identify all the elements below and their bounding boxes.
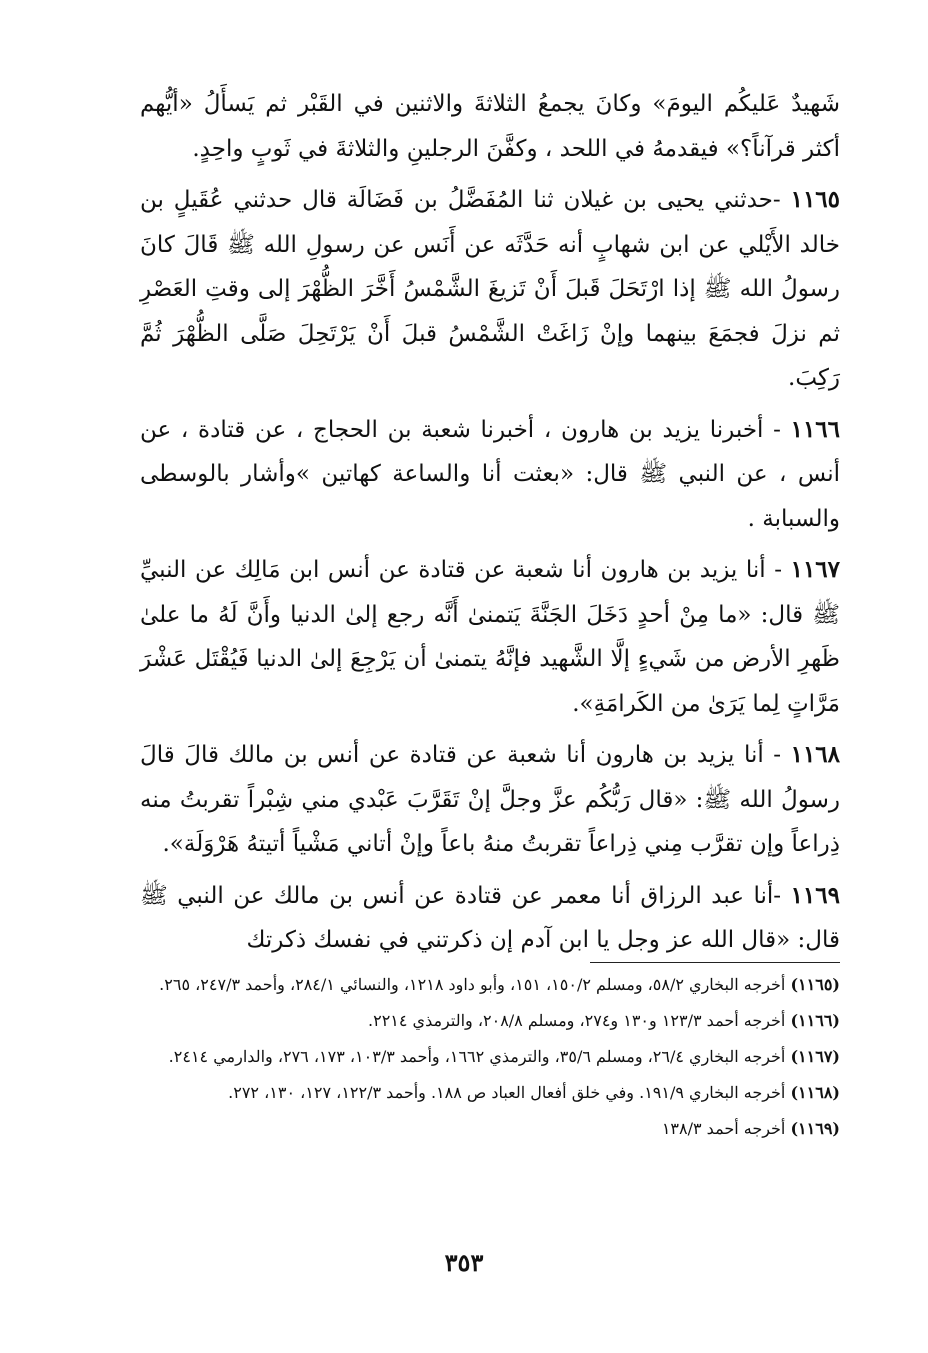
footnote — [150, 1078, 840, 1108]
main-text — [140, 82, 840, 970]
hadith-text: -أنا عبد الرزاق أنا معمر عن قتادة عن أنس بن مالك عن النبي ﷺ قال: «قال الله عز وجل يا ابن آدم إن ذكرتني في نفسك ذكرتك — [140, 882, 840, 953]
hadith-paragraph — [140, 408, 840, 542]
footnote-divider — [590, 962, 840, 963]
footnote-number: (١١٦٦) — [790, 1011, 840, 1030]
hadith-number: ١١٦٩ — [790, 881, 840, 909]
hadith-number: ١١٦٦ — [790, 415, 841, 443]
page-number: ٣٥٣ — [444, 1248, 484, 1277]
intro-paragraph: شَهيدٌ عَليكُم اليومَ» وكانَ يجمعُ الثلاثةَ والاثنين في القَبْر ثم يَسأَلُ «أيُّهم أكثر قرآناً؟» فيقدمهُ في اللحد ، وكفَّنَ الرجلينِ والثلاثةَ في ثَوبٍ واحِدٍ. — [140, 91, 840, 162]
footnote-text: أخرجه البخاري ١٩١/٩. وفي خلق أفعال العباد ص ١٨٨. وأحمد ١٢٢/٣، ١٢٧، ١٣٠، ٢٧٢. — [228, 1083, 786, 1102]
footnote — [150, 1114, 840, 1144]
hadith-paragraph — [140, 178, 840, 401]
hadith-paragraph — [140, 548, 840, 726]
footnote-text: أخرجه البخاري ٥٨/٢، ومسلم ١٥٠/٢، ١٥١، وأبو داود ١٢١٨، والنسائي ٢٨٤/١، وأحمد ٢٤٧/٣، ٢٦٥. — [159, 975, 786, 994]
hadith-text: - أنا يزيد بن هارون أنا شعبة عن قتادة عن أنس بن مالك قالَ قالَ رسولُ الله ﷺ: «قال رَبُّكُم عزَّ وجلَّ إنْ تَقَرَّبَ عَبْدي مني شِبْراً تقربتُ منه ذِراعاً وإن تقرَّب مِني ذِراعاً تقربتُ منهُ باعاً وإنْ أتاني مَشْياً أتيتهُ هَرْوَلَة». — [140, 742, 840, 857]
footnote-number: (١١٦٨) — [790, 1083, 840, 1102]
hadith-number: ١١٦٨ — [790, 741, 841, 768]
hadith-number: ١١٦٥ — [790, 186, 841, 213]
hadith-text: - أخبرنا يزيد بن هارون ، أخبرنا شعبة بن الحجاج ، عن قتادة ، عن أنس ، عن النبي ﷺ قال: «بعثت أنا والساعة كهاتين »وأشار بالوسطى والسبابة . — [140, 416, 840, 532]
hadith-text: - أنا يزيد بن هارون أنا شعبة عن قتادة عن أنس ابن مَالِك عن النبيِّ ﷺ قال: «ما مِنْ أحدٍ دَخَلَ الجَنَّةَ يَتمنىٰ أَنَّه رجع إلىٰ الدنيا وأَنَّ لَهُ ما علىٰ ظَهرِ الأرض من شَيءٍ إلَّا الشَّهيد فإنَّهُ يتمنىٰ أن يَرْجِعَ إلىٰ الدنيا فَيُقْتَل عَشْرَ مَرَّاتٍ لِما يَرَىٰ من الكَرامَةِ». — [140, 557, 840, 717]
footnote-number: (١١٦٧) — [790, 1047, 840, 1066]
footnote — [150, 1042, 840, 1072]
hadith-number: ١١٦٧ — [790, 556, 841, 583]
footnote-text: أخرجه البخاري ٢٦/٤، ومسلم ٣٥/٦، والترمذي ١٦٦٢، وأحمد ١٠٣/٣، ١٧٣، ٢٧٦، والدارمي ٢٤١٤. — [168, 1047, 786, 1066]
footnote — [150, 1006, 840, 1036]
footnote-text: أخرجه أحمد ١٣٨/٣ — [661, 1119, 786, 1138]
footnote-text: أخرجه أحمد ١٢٣/٣ و١٣٠ و٢٧٤، ومسلم ٢٠٨/٨، والترمذي ٢٢١٤. — [368, 1011, 786, 1030]
hadith-text: -حدثني يحيى بن غيلان ثنا المُفَضَّلُ بن فَضَالَة قال حدثني عُقَيلٍ بن خالد الأَيْلي عن ابن شهابٍ أنه حَدَّثَه عن أَنَس عن رسولِ الله ﷺ قَالَ كانَ رسولُ الله ﷺ إذا ارْتَحَلَ قَبلَ أَنْ تَزيغَ الشَّمْسُ أَخَّرَ الظُّهْرَ إلى وقتِ العَصْرِ ثم نزلَ فجمَعَ بينهما وإنْ زَاغَتْ الشَّمْسُ قبلَ أَنْ يَرْتَحِلَ صَلَّى الظُّهْرَ ثُمَّ رَكِبَ. — [140, 187, 840, 391]
hadith-paragraph — [140, 733, 840, 867]
footnote — [150, 970, 840, 1000]
footnote-number: (١١٦٥) — [790, 975, 840, 994]
footnote-number: (١١٦٩) — [790, 1119, 840, 1138]
hadith-paragraph — [140, 874, 840, 963]
footnotes — [150, 970, 840, 1150]
